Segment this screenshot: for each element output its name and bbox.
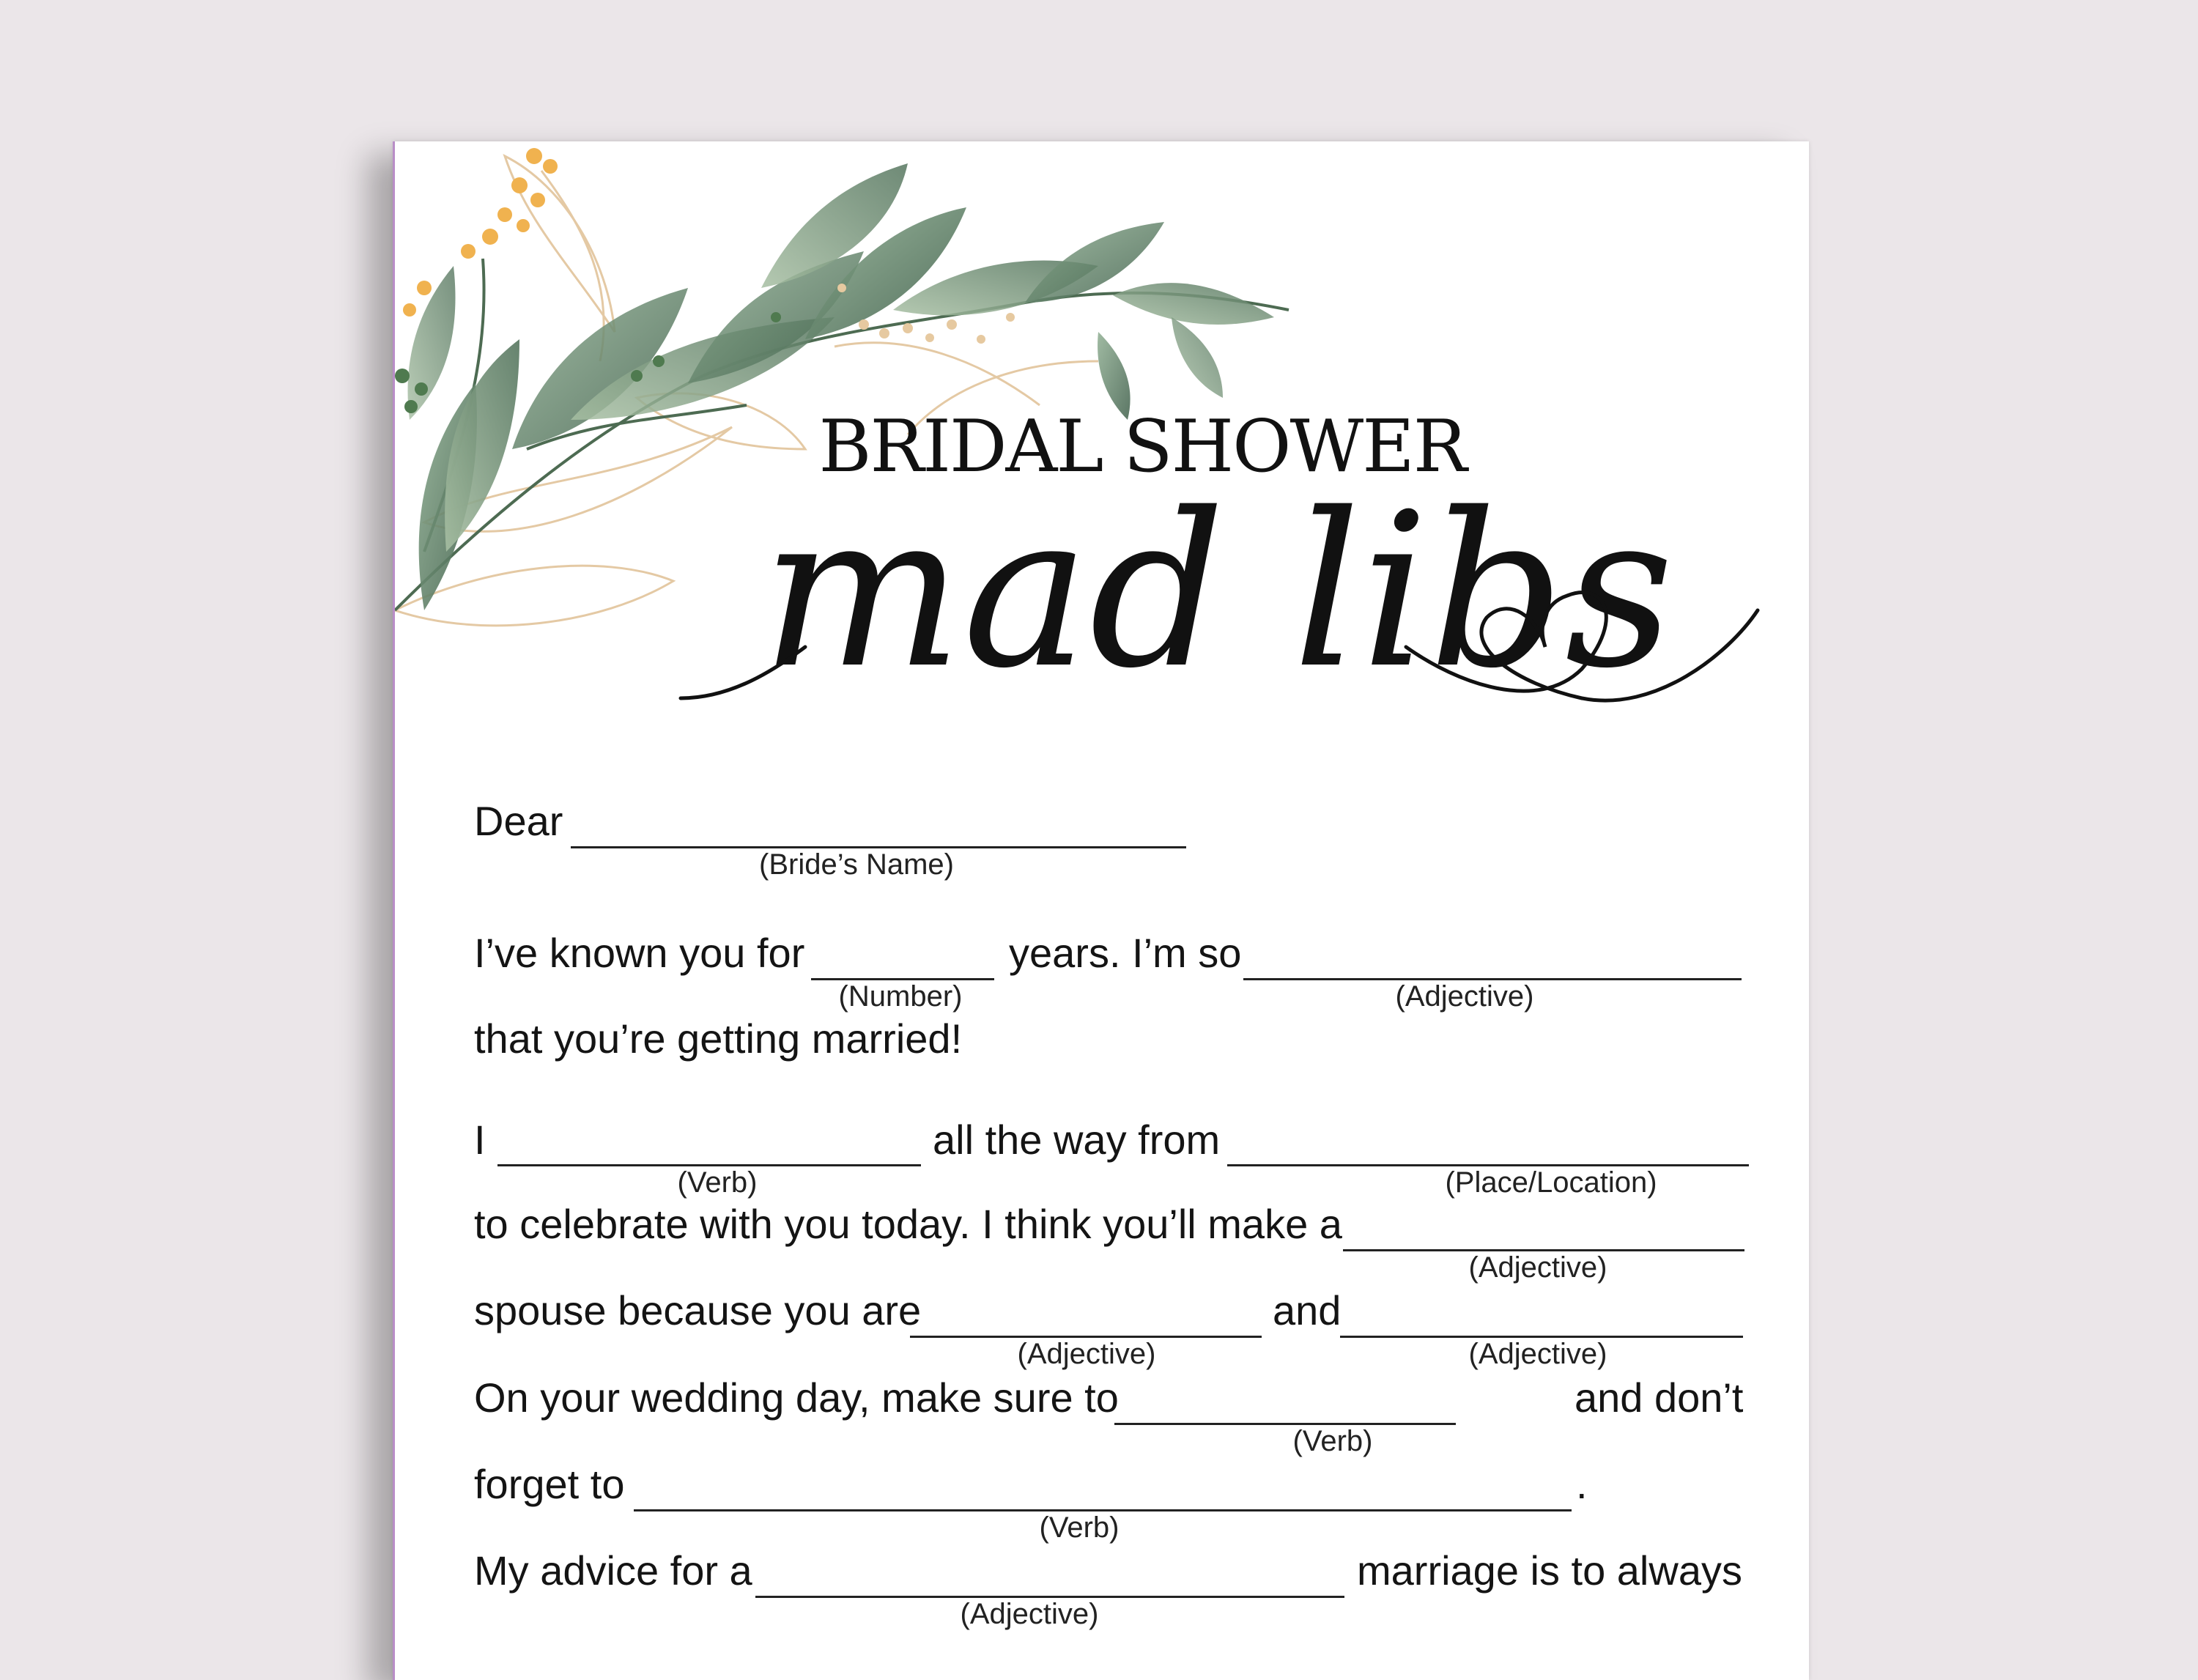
period-label: . (1576, 1461, 1588, 1507)
i-label: I (474, 1117, 486, 1163)
printable-sheet (393, 141, 1809, 1680)
place-hint: (Place/Location) (1445, 1166, 1657, 1199)
title-block (395, 141, 1809, 874)
all-the-way-label: all the way from (933, 1117, 1221, 1163)
and-label: and (1273, 1287, 1342, 1333)
verb-hint-3: (Verb) (1039, 1511, 1120, 1544)
brides-name-hint: (Bride’s Name) (759, 848, 954, 881)
title-mad-libs: mad libs (761, 468, 1674, 715)
verb-hint-1: (Verb) (677, 1166, 758, 1199)
wedding-day-label: On your wedding day, make sure to (474, 1374, 1119, 1421)
marriage-label: marriage is to always (1357, 1547, 1742, 1594)
known-you-label: I’ve known you for (474, 930, 805, 976)
adjective-hint-1: (Adjective) (1395, 980, 1534, 1013)
number-hint: (Number) (838, 980, 963, 1013)
verb-blank-2[interactable] (1114, 1423, 1456, 1425)
and-dont-label: and don’t (1575, 1374, 1744, 1421)
adjective-hint-2: (Adjective) (1468, 1251, 1607, 1284)
years-label: years. I’m so (1009, 930, 1242, 976)
celebrate-label: to celebrate with you today. I think you’ll make a (474, 1201, 1342, 1247)
title-bridal-shower: BRIDAL SHOWER (818, 405, 1466, 489)
dear-label: Dear (474, 798, 563, 844)
adjective-hint-4: (Adjective) (1468, 1338, 1607, 1370)
verb-hint-2: (Verb) (1292, 1425, 1373, 1457)
adjective-hint-3: (Adjective) (1017, 1338, 1156, 1370)
getting-married-label: that you’re getting married! (474, 1015, 963, 1062)
adjective-hint-5: (Adjective) (960, 1598, 1099, 1630)
forget-to-label: forget to (474, 1461, 625, 1507)
advice-label: My advice for a (474, 1547, 752, 1594)
spouse-label: spouse because you are (474, 1287, 922, 1333)
